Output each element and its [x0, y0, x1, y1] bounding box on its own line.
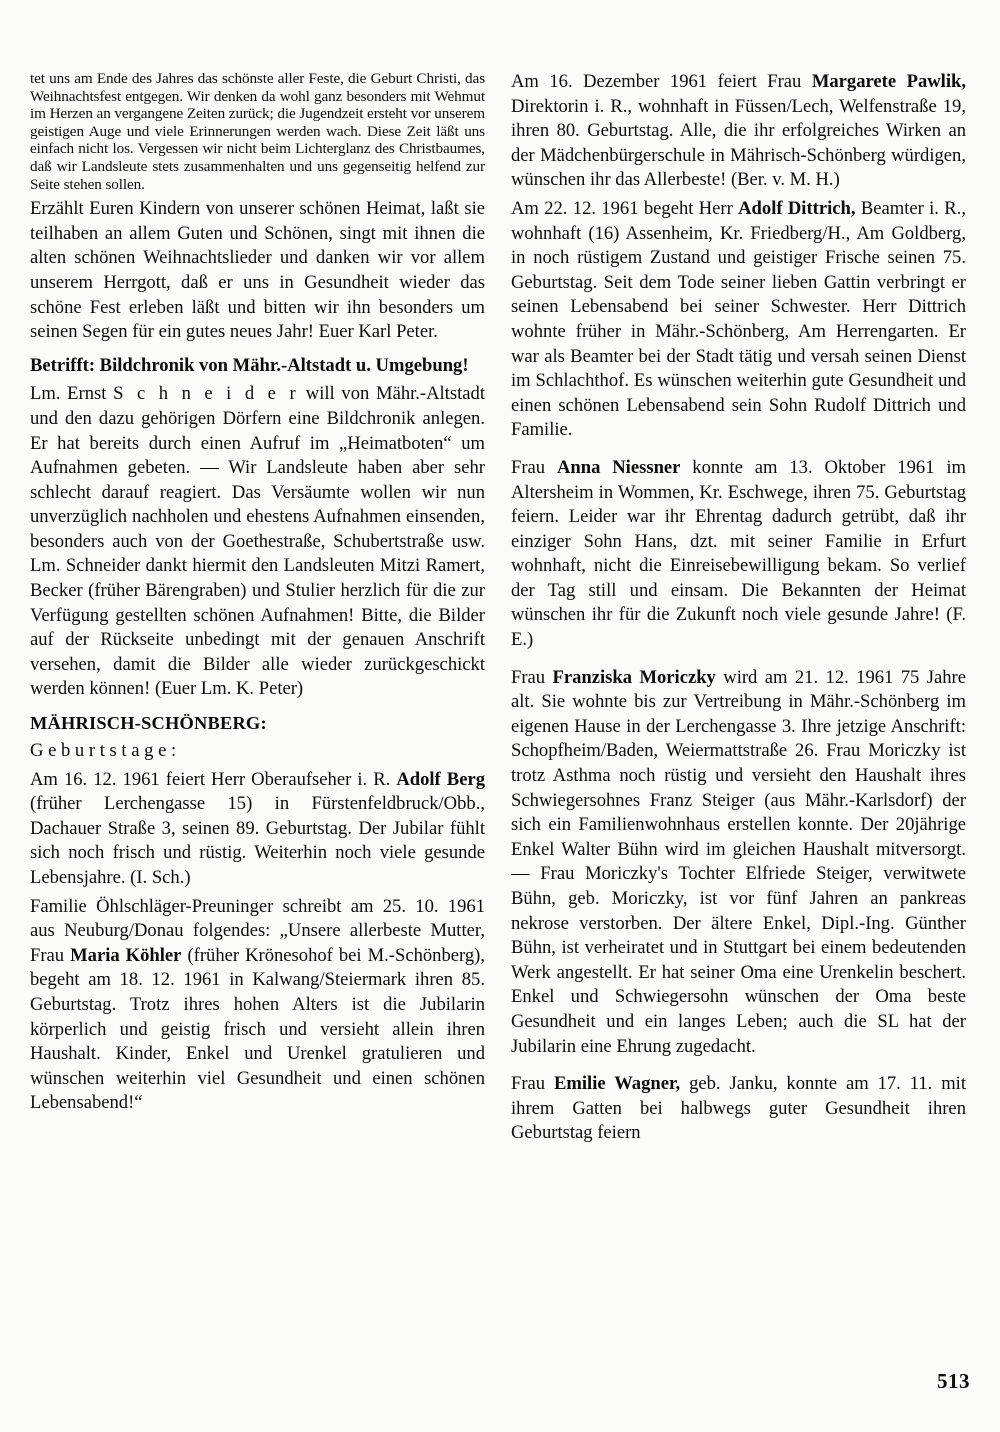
intro-paragraph: tet uns am Ende des Jahres das schönste aller Feste, die Geburt Christi, das Weihnachtsfest entgegen. Wir denken da wohl ganz besonders mit Wehmut im Herzen an vergangene Zeiten zurück; die Jugendzeit ersteht vor unserem geistigen Auge und viele Erinnerungen werden wach. Diese Zeit läßt uns einfach nicht los. Vergessen wir nicht beim Lichterglanz des Christbaumes, daß wir Landsleute stets zusammenhalten und uns gegenseitig helfend zur Seite stehen sollen.	[30, 70, 485, 193]
schneider-name: S c h n e i d e r	[113, 383, 300, 405]
entry-anna-niessner	[511, 456, 966, 653]
page-number: 513	[937, 1369, 970, 1393]
right-column	[511, 70, 966, 1146]
berg-prefix: Am 16. 12. 1961 feiert Herr Oberaufseher i. R.	[30, 768, 397, 790]
betrifft-heading: Betrifft: Bildchronik von Mähr.-Altstadt u. Umgebung!	[30, 354, 469, 376]
dittrich-rest: Beamter i. R., wohnhaft (16) Assenheim, Kr. Friedberg/H., Am Goldberg, in noch rüstigem Zustand und geistiger Frische seinen 75. Geburtstag. Seit dem Tode seiner lieben Gattin verbringt er seinen Lebensabend bei seiner Schwester. Herr Dittrich wohnte früher in Mähr.-Schönberg, Am Herrengarten. Er war als Beamter bei der Stadt tätig und versah seinen Dienst im Schlachthof. Es wünschen weiterhin gute Gesundheit und einen schönen Lebensabend sein Sohn Rudolf Dittrich und Familie.	[511, 197, 966, 441]
koehler-rest: (früher Krönesohof bei M.-Schönberg), begeht am 18. 12. 1961 in Kalwang/Steiermark ihren 85. Geburtstag. Trotz ihres hohen Alters ist die Jubilarin körperlich und geistig frisch und versieht allein ihren Haushalt. Kinder, Enkel und Urenkel gratulieren und wünschen weiterhin viel Gesundheit und einen schönen Lebensabend!“	[30, 944, 486, 1114]
schneider-rest: will von Mähr.-Altstadt und den dazu gehörigen Dörfern eine Bildchronik anlegen. Er hat bereits durch einen Aufruf im „Heimatboten“ um Aufnahmen gebeten. — Wir Landsleute haben aber sehr schlecht darauf reagiert. Das Versäumte wollen wir nun unverzüglich nachholen und ehestens Aufnahmen einsenden, besonders auch von der Goethestraße, Schubertstraße usw. Lm. Schneider dankt hiermit den Landsleuten Mitzi Ramert, Becker (früher Bärengraben) und Stulier herzlich für die zur Verfügung gestellten schönen Aufnahmen! Bitte, die Bilder auf der Rückseite unbedingt mit der genauen Anschrift versehen, damit die Bilder alle wieder zurückgeschickt werden können! (Euer Lm. K. Peter)	[30, 383, 485, 700]
entry-maria-koehler	[30, 895, 485, 1116]
dittrich-name: Adolf Dittrich,	[738, 197, 856, 219]
pawlik-prefix: Am 16. Dezember 1961 feiert Frau	[511, 71, 812, 92]
berg-rest: (früher Lerchengasse 15) in Fürstenfeldbruck/Obb., Dachauer Straße 3, seinen 89. Geburtstag. Der Jubilar fühlt sich noch frisch und rüstig. Weiterhin noch viele gesunde Lebensjahre. (I. Sch.)	[30, 793, 485, 888]
subsection-heading-geburtstage: G e b u r t s t a g e :	[30, 740, 177, 762]
moriczky-prefix: Frau	[511, 666, 553, 688]
moriczky-rest: wird am 21. 12. 1961 75 Jahre alt. Sie wohnte bis zur Vertreibung in Mähr.-Schönberg im eigenen Hause in der Lerchengasse 3. Ihre jetzige Anschrift: Schopfheim/Baden, Weiermattstraße 26. Frau Moriczky ist trotz Asthma noch rüstig und versieht den Haushalt ihres Schwiegersohnes Franz Steiger (aus Mähr.-Karlsdorf) der sich ein Familienwohnhaus erstellen konnte. Der 20jährige Enkel Walter Bühn wird im gleichen Haushalt mitversorgt. — Frau Moriczky's Tochter Elfriede Steiger, verwitwete Bühn, geb. Moriczky, ist vor fünf Jahren an pankreas nekrose verstorben. Der ältere Enkel, Dipl.-Ing. Günther Bühn, ist verheiratet und in Stuttgart bei einem bedeutenden Werk angestellt. Er hat seiner Oma eine Urenkelin beschert. Enkel und Schwiegersohn wünschen der Oma beste Gesundheit und ein langes Leben; auch die SL hat der Jubilarin eine Ehrung zugedacht.	[511, 666, 966, 1057]
paragraph-schneider	[30, 382, 485, 702]
entry-adolf-dittrich	[511, 197, 966, 443]
dittrich-prefix: Am 22. 12. 1961 begeht Herr	[511, 197, 739, 219]
wagner-rest: geb. Janku, konnte am 17. 11. mit ihrem Gatten bei halbwegs guter Gesundheit ihren Geburtstag feiern	[511, 1073, 966, 1144]
pawlik-rest: Direktorin i. R., wohnhaft in Füssen/Lech, Welfenstraße 19, ihren 80. Geburtstag. Alle, die ihr erfolgreiches Wirken an der Mädchenbürgerschule in Mährisch-Schönberg würdigen, wünschen ihr das Allerbeste! (Ber. v. M. H.)	[511, 95, 966, 191]
section-heading-maehrisch-schoenberg: MÄHRISCH-SCHÖNBERG:	[30, 713, 267, 734]
entry-margarete-pawlik	[511, 70, 966, 193]
wagner-prefix: Frau	[511, 1073, 554, 1095]
two-column-layout	[30, 70, 970, 1146]
moriczky-name: Franziska Moriczky	[552, 666, 716, 688]
koehler-prefix: Familie Öhlschläger-Preuninger schreibt am 25. 10. 1961 aus Neuburg/Donau folgendes: „Unsere allerbeste Mutter, Frau	[30, 895, 485, 966]
entry-franziska-moriczky	[511, 666, 966, 1060]
paragraph-erzaehlt: Erzählt Euren Kindern von unserer schönen Heimat, laßt sie teilhaben an allem Guten und Schönen, singt mit ihnen die alten schönen Weihnachtslieder und danken wir vor allem unserem Herrgott, daß er uns in Gesundheit wieder das schöne Fest erleben läßt und bitten wir ihn besonders um seinen Segen für ein gutes neues Jahr! Euer Karl Peter.	[30, 198, 485, 343]
schneider-prefix: Lm. Ernst	[30, 383, 114, 405]
left-column	[30, 70, 485, 1146]
niessner-name: Anna Niessner	[556, 456, 681, 478]
pawlik-name: Margarete Pawlik,	[811, 71, 966, 92]
wagner-name: Emilie Wagner,	[554, 1073, 681, 1095]
entry-adolf-berg	[30, 768, 485, 891]
berg-name: Adolf Berg	[396, 768, 485, 790]
koehler-name: Maria Köhler	[70, 944, 182, 966]
entry-emilie-wagner	[511, 1072, 966, 1146]
niessner-prefix: Frau	[511, 456, 557, 478]
niessner-rest: konnte am 13. Oktober 1961 im Altersheim in Wommen, Kr. Eschwege, ihren 75. Geburtstag feiern. Leider war ihr Ehrentag dadurch getrübt, daß ihr einziger Sohn Hans, dzt. mit seiner Familie in Erfurt wohnhaft, nicht die Einreisebewilligung bekam. So verlief der Tag still und einsam. Die Bekannten der Heimat wünschen ihr für die Zukunft noch viele gesunde Jahre! (F. E.)	[511, 456, 966, 651]
